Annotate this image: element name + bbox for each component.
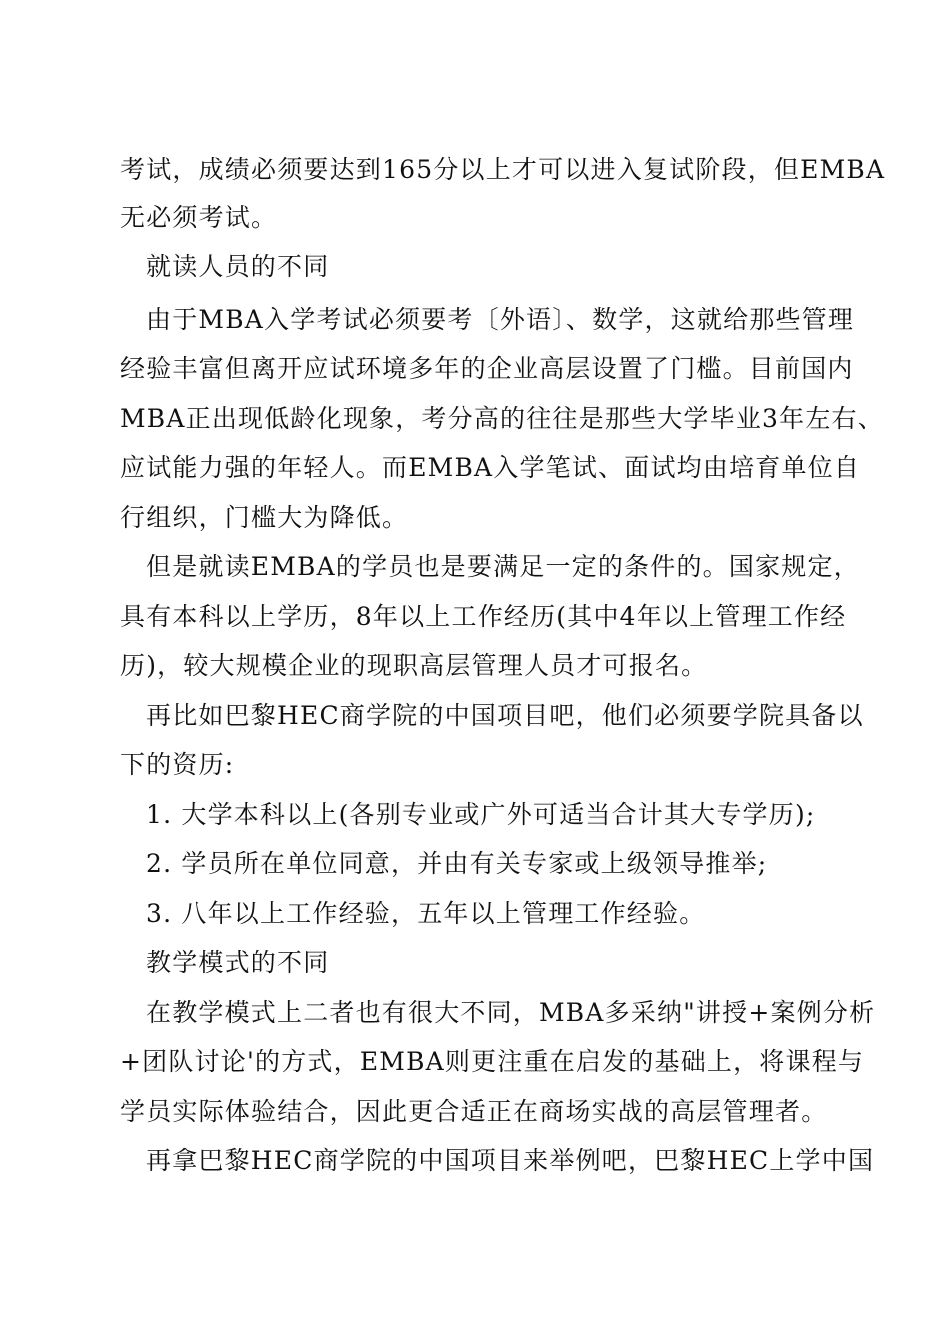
- body-text-line: 行组织，门槛大为降低。: [120, 503, 409, 532]
- section-heading: 就读人员的不同: [146, 252, 330, 281]
- body-text-line: 历)，较大规模企业的现职高层管理人员才可报名。: [120, 651, 708, 680]
- body-text-line: 但是就读EMBA的学员也是要满足一定的条件的。国家规定，: [146, 552, 860, 581]
- body-text-line: 在教学模式上二者也有很大不同，MBA多采纳"讲授+案例分析: [146, 998, 876, 1027]
- body-text-line: MBA正出现低龄化现象，考分高的往往是那些大学毕业3年左右、: [120, 404, 884, 433]
- body-text-line: 再比如巴黎HEC商学院的中国项目吧，他们必须要学院具备以: [146, 701, 864, 730]
- list-item: 3. 八年以上工作经验，五年以上管理工作经验。: [146, 899, 706, 928]
- body-text-line: 具有本科以上学历，8年以上工作经历(其中4年以上管理工作经: [120, 602, 847, 631]
- list-item: 2. 学员所在单位同意，并由有关专家或上级领导推举;: [146, 849, 768, 878]
- section-heading: 教学模式的不同: [146, 948, 330, 977]
- body-text-line: 下的资历:: [120, 750, 235, 779]
- body-text-line: 考试，成绩必须要达到165分以上才可以进入复试阶段，但EMBA: [120, 155, 886, 184]
- body-text-line: 由于MBA入学考试必须要考〔外语〕、数学，这就给那些管理: [146, 305, 855, 334]
- body-text-line: 经验丰富但离开应试环境多年的企业高层设置了门槛。目前国内: [120, 354, 854, 383]
- body-text-line: 无必须考试。: [120, 203, 278, 232]
- body-text-line: 应试能力强的年轻人。而EMBA入学笔试、面试均由培育单位自: [120, 453, 861, 482]
- list-item: 1. 大学本科以上(各别专业或广外可适当合计其大专学历);: [146, 800, 816, 829]
- body-text-line: 学员实际体验结合，因此更合适正在商场实战的高层管理者。: [120, 1097, 828, 1126]
- body-text-line: +团队讨论'的方式，EMBA则更注重在启发的基础上，将课程与: [120, 1047, 865, 1076]
- body-text-line: 再拿巴黎HEC商学院的中国项目来举例吧，巴黎HEC上学中国: [146, 1146, 875, 1175]
